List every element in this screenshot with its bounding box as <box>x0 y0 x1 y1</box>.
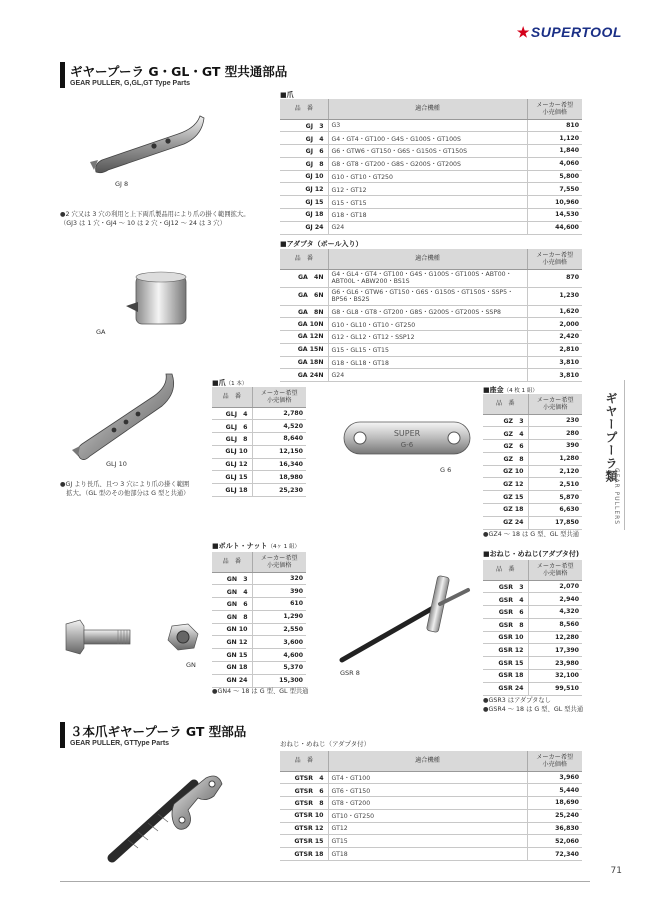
bolt-note: ●GN4 ～ 18 は G 型、GL 型共通 <box>212 688 309 695</box>
seat-image <box>342 418 472 460</box>
section-marker <box>60 722 65 748</box>
table-row <box>212 636 306 649</box>
compatible-models: GT6・GT150 <box>328 784 527 797</box>
retail-price: 390 <box>252 585 306 598</box>
table-row <box>483 504 582 517</box>
table-row <box>483 682 582 695</box>
part-code: GZ 8 <box>483 452 528 465</box>
table-row <box>280 848 582 861</box>
compatible-models: G24 <box>328 221 527 234</box>
adapter-caption: ■アダプタ（ボール入り） <box>280 240 363 248</box>
col-code: 品 番 <box>483 560 528 580</box>
table-row <box>212 623 306 636</box>
table-row <box>280 318 582 331</box>
retail-price: 5,870 <box>528 491 582 504</box>
retail-price: 14,530 <box>527 209 582 222</box>
table-row <box>483 657 582 670</box>
table-row <box>212 610 306 623</box>
retail-price: 3,810 <box>527 356 582 369</box>
col-code: 品 番 <box>280 249 328 269</box>
compatible-models: G8・GL8・GT8・GT200・G8S・G200S・GT200S・SSP8 <box>328 305 527 318</box>
col-code: 品 番 <box>212 552 252 572</box>
bolt-caption: ■ボルト・ナット（4ヶ 1 組） <box>212 542 300 550</box>
part-code: GJ 18 <box>280 209 328 222</box>
section-subtitle: GEAR PULLER, GTType Parts <box>70 740 170 747</box>
part-code: GTSR 15 <box>280 835 328 848</box>
part-code: GN 8 <box>212 610 252 623</box>
part-code: GZ 18 <box>483 504 528 517</box>
retail-price: 2,000 <box>527 318 582 331</box>
table-row <box>212 471 306 484</box>
retail-price: 7,550 <box>527 183 582 196</box>
compatible-models: G6・GTW6・GT150・G6S・G150S・GT150S <box>328 145 527 158</box>
table-row <box>483 452 582 465</box>
compatible-models: G24 <box>328 369 527 382</box>
part-code: GTSR 10 <box>280 809 328 822</box>
retail-price: 4,520 <box>252 420 306 433</box>
table-row <box>212 649 306 662</box>
part-code: GSR 6 <box>483 606 528 619</box>
table-row <box>280 269 582 287</box>
compatible-models: G15・GT15 <box>328 196 527 209</box>
side-subtitle: GEAR PULLERS <box>613 468 620 526</box>
col-models: 適合機種 <box>328 249 527 269</box>
part-code: GSR 3 <box>483 580 528 593</box>
retail-price: 32,100 <box>528 670 582 683</box>
claw-caption: ■爪 <box>280 91 294 99</box>
part-code: GLJ 8 <box>212 433 252 446</box>
table-row <box>280 356 582 369</box>
part-code: GN 4 <box>212 585 252 598</box>
part-code: GZ 10 <box>483 465 528 478</box>
compatible-models: G6・GL6・GTW6・GT150・G6S・G150S・GT150S・SSP5・ BP56・BS2S <box>328 287 527 305</box>
retail-price: 390 <box>528 440 582 453</box>
part-code: GN 15 <box>212 649 252 662</box>
part-code: GJ 10 <box>280 170 328 183</box>
claw-table <box>280 99 582 235</box>
retail-price: 99,510 <box>528 682 582 695</box>
retail-price: 280 <box>528 427 582 440</box>
table-row <box>280 305 582 318</box>
seat-table <box>483 394 582 530</box>
col-code: 品 番 <box>280 99 328 119</box>
part-code: GSR 12 <box>483 644 528 657</box>
gt-screw-image <box>98 762 228 868</box>
table-row <box>212 458 306 471</box>
gl-claw-caption: ■爪（1 本） <box>212 379 248 387</box>
table-row <box>212 484 306 497</box>
page-number: 71 <box>610 866 622 876</box>
retail-price: 1,120 <box>527 132 582 145</box>
table-row <box>212 598 306 611</box>
part-code: GA 12N <box>280 331 328 344</box>
retail-price: 870 <box>527 269 582 287</box>
part-code: GSR 10 <box>483 631 528 644</box>
part-code: GA 10N <box>280 318 328 331</box>
retail-price: 8,560 <box>528 618 582 631</box>
bolt-table <box>212 552 306 688</box>
seat-image-label: G 6 <box>440 466 452 474</box>
retail-price: 16,340 <box>252 458 306 471</box>
col-price: メーカー希望 小売価格 <box>527 751 582 771</box>
retail-price: 8,640 <box>252 433 306 446</box>
compatible-models: G15・GL15・GT15 <box>328 343 527 356</box>
table-row <box>212 407 306 420</box>
part-code: GA 6N <box>280 287 328 305</box>
part-code: GZ 3 <box>483 414 528 427</box>
part-code: GZ 6 <box>483 440 528 453</box>
table-row <box>483 618 582 631</box>
retail-price: 72,340 <box>527 848 582 861</box>
retail-price: 2,810 <box>527 343 582 356</box>
col-price: メーカー希望 小売価格 <box>527 99 582 119</box>
footer-line <box>60 881 590 882</box>
part-code: GA 18N <box>280 356 328 369</box>
table-row <box>483 593 582 606</box>
table-row <box>483 631 582 644</box>
retail-price: 18,690 <box>527 797 582 810</box>
compatible-models: GT15 <box>328 835 527 848</box>
gl-claw-image <box>70 372 180 464</box>
retail-price: 230 <box>528 414 582 427</box>
retail-price: 1,620 <box>527 305 582 318</box>
table-row <box>212 433 306 446</box>
col-price: メーカー希望 小売価格 <box>252 387 306 407</box>
retail-price: 18,980 <box>252 471 306 484</box>
compatible-models: GT18 <box>328 848 527 861</box>
retail-price: 2,120 <box>528 465 582 478</box>
retail-price: 2,510 <box>528 478 582 491</box>
part-code: GN 12 <box>212 636 252 649</box>
retail-price: 1,280 <box>528 452 582 465</box>
brand-logo: ★SUPERTOOL <box>516 24 622 40</box>
retail-price: 1,840 <box>527 145 582 158</box>
compatible-models: G10・GT10・GT250 <box>328 170 527 183</box>
retail-price: 4,320 <box>528 606 582 619</box>
table-row <box>280 145 582 158</box>
gt-screw-caption: おねじ・めねじ（アダプタ付） <box>280 740 371 748</box>
table-row <box>483 414 582 427</box>
table-row <box>483 478 582 491</box>
bolt-image <box>62 616 202 662</box>
part-code: GN 10 <box>212 623 252 636</box>
part-code: GLJ 18 <box>212 484 252 497</box>
side-divider <box>624 380 625 530</box>
col-models: 適合機種 <box>328 99 527 119</box>
table-row <box>212 445 306 458</box>
part-code: GLJ 6 <box>212 420 252 433</box>
part-code: GJ 4 <box>280 132 328 145</box>
retail-price: 17,390 <box>528 644 582 657</box>
retail-price: 4,600 <box>252 649 306 662</box>
retail-price: 6,630 <box>528 504 582 517</box>
compatible-models: G12・GT12 <box>328 183 527 196</box>
gt-screw-table <box>280 751 582 861</box>
adapter-image <box>120 268 200 332</box>
part-code: GLJ 4 <box>212 407 252 420</box>
side-title: ギヤープーラ類 <box>604 392 618 483</box>
part-code: GTSR 4 <box>280 771 328 784</box>
compatible-models: G4・GT4・GT100・G4S・G100S・GT100S <box>328 132 527 145</box>
part-code: GTSR 8 <box>280 797 328 810</box>
compatible-models: GT8・GT200 <box>328 797 527 810</box>
part-code: GN 3 <box>212 572 252 585</box>
star-icon: ★ <box>516 24 530 40</box>
part-code: GN 6 <box>212 598 252 611</box>
table-row <box>280 119 582 132</box>
table-row <box>212 572 306 585</box>
part-code: GA 24N <box>280 369 328 382</box>
retail-price: 5,370 <box>252 662 306 675</box>
retail-price: 810 <box>527 119 582 132</box>
seat-note: ●GZ4 ～ 18 は G 型、GL 型共通 <box>483 531 580 538</box>
table-row <box>280 331 582 344</box>
retail-price: 25,240 <box>527 809 582 822</box>
table-row <box>212 585 306 598</box>
claw-image-label: GJ 8 <box>115 180 129 188</box>
part-code: GTSR 18 <box>280 848 328 861</box>
plate-text-brand: SUPER <box>393 429 421 438</box>
retail-price: 12,150 <box>252 445 306 458</box>
part-code: GZ 12 <box>483 478 528 491</box>
table-row <box>280 343 582 356</box>
retail-price: 15,300 <box>252 674 306 687</box>
table-row <box>483 491 582 504</box>
table-row <box>280 221 582 234</box>
table-row <box>483 440 582 453</box>
part-code: GN 24 <box>212 674 252 687</box>
part-code: GJ 6 <box>280 145 328 158</box>
retail-price: 4,060 <box>527 157 582 170</box>
table-row <box>280 822 582 835</box>
col-code: 品 番 <box>280 751 328 771</box>
compatible-models: G18・GL18・GT18 <box>328 356 527 369</box>
table-row <box>483 427 582 440</box>
retail-price: 23,980 <box>528 657 582 670</box>
retail-price: 17,850 <box>528 516 582 529</box>
part-code: GA 8N <box>280 305 328 318</box>
part-code: GSR 18 <box>483 670 528 683</box>
retail-price: 2,070 <box>528 580 582 593</box>
table-row <box>483 670 582 683</box>
table-row <box>280 797 582 810</box>
compatible-models: G18・GT18 <box>328 209 527 222</box>
retail-price: 36,830 <box>527 822 582 835</box>
compatible-models: GT10・GT250 <box>328 809 527 822</box>
retail-price: 610 <box>252 598 306 611</box>
table-row <box>483 516 582 529</box>
screw-table <box>483 560 582 696</box>
table-row <box>280 809 582 822</box>
table-row <box>280 835 582 848</box>
col-code: 品 番 <box>483 394 528 414</box>
table-row <box>280 157 582 170</box>
section-title: ギヤープーラ G・GL・GT 型共通部品 <box>70 64 288 79</box>
table-row <box>212 662 306 675</box>
part-code: GLJ 10 <box>212 445 252 458</box>
table-row <box>280 170 582 183</box>
retail-price: 44,600 <box>527 221 582 234</box>
retail-price: 1,230 <box>527 287 582 305</box>
part-code: GSR 15 <box>483 657 528 670</box>
screw-image-label: GSR 8 <box>340 669 360 677</box>
retail-price: 25,230 <box>252 484 306 497</box>
table-row <box>280 287 582 305</box>
part-code: GZ 15 <box>483 491 528 504</box>
retail-price: 10,960 <box>527 196 582 209</box>
screw-caption: ■おねじ・めねじ(アダプタ付) <box>483 550 580 558</box>
table-row <box>212 420 306 433</box>
retail-price: 5,440 <box>527 784 582 797</box>
part-code: GZ 24 <box>483 516 528 529</box>
part-code: GJ 12 <box>280 183 328 196</box>
adapter-image-label: GA <box>96 328 106 336</box>
adapter-table <box>280 249 582 382</box>
screw-image <box>336 568 476 668</box>
table-row <box>280 771 582 784</box>
gl-claw-table <box>212 387 306 497</box>
part-code: GTSR 12 <box>280 822 328 835</box>
retail-price: 320 <box>252 572 306 585</box>
part-code: GSR 8 <box>483 618 528 631</box>
retail-price: 1,290 <box>252 610 306 623</box>
gl-claw-image-label: GLJ 10 <box>106 460 127 468</box>
part-code: GJ 15 <box>280 196 328 209</box>
table-row <box>280 369 582 382</box>
retail-price: 2,940 <box>528 593 582 606</box>
part-code: GZ 4 <box>483 427 528 440</box>
claw-note: ●2 穴又は 3 穴の利用と上下両爪製品用により爪の掛く範囲拡大。 （GJ3 は 1 穴・GJ4 ～ 10 は 2 穴・GJ12 ～ 24 は 3 穴） <box>60 211 250 227</box>
col-price: メーカー希望 小売価格 <box>528 394 582 414</box>
part-code: GTSR 6 <box>280 784 328 797</box>
screw-note: ●GSR3 はアダプタなし ●GSR4 ～ 18 は G 型、GL 型共通 <box>483 697 584 713</box>
retail-price: 2,420 <box>527 331 582 344</box>
part-code: GN 18 <box>212 662 252 675</box>
compatible-models: G4・GL4・GT4・GT100・G4S・G100S・GT100S・ABT00・ ABT00L・ABW200・BS1S <box>328 269 527 287</box>
table-row <box>483 580 582 593</box>
part-code: GSR 24 <box>483 682 528 695</box>
compatible-models: GT12 <box>328 822 527 835</box>
col-price: メーカー希望 小売価格 <box>527 249 582 269</box>
retail-price: 2,550 <box>252 623 306 636</box>
part-code: GJ 8 <box>280 157 328 170</box>
col-models: 適合機種 <box>328 751 527 771</box>
retail-price: 52,060 <box>527 835 582 848</box>
part-code: GA 15N <box>280 343 328 356</box>
seat-caption: ■座金（4 枚 1 組） <box>483 386 538 394</box>
retail-price: 3,810 <box>527 369 582 382</box>
compatible-models: G8・GT8・GT200・G8S・G200S・GT200S <box>328 157 527 170</box>
part-code: GLJ 15 <box>212 471 252 484</box>
part-code: GJ 24 <box>280 221 328 234</box>
table-row <box>280 196 582 209</box>
col-price: メーカー希望 小売価格 <box>528 560 582 580</box>
retail-price: 3,600 <box>252 636 306 649</box>
bolt-image-label: GN <box>186 661 196 669</box>
table-row <box>483 644 582 657</box>
plate-text-model: G-6 <box>400 441 414 449</box>
section-title: ３本爪ギヤープーラ GT 型部品 <box>70 724 247 739</box>
table-row <box>483 465 582 478</box>
compatible-models: G12・GL12・GT12・SSP12 <box>328 331 527 344</box>
table-row <box>483 606 582 619</box>
table-row <box>280 132 582 145</box>
retail-price: 12,280 <box>528 631 582 644</box>
table-row <box>280 209 582 222</box>
part-code: GJ 3 <box>280 119 328 132</box>
compatible-models: G10・GL10・GT10・GT250 <box>328 318 527 331</box>
part-code: GLJ 12 <box>212 458 252 471</box>
col-code: 品 番 <box>212 387 252 407</box>
table-row <box>212 674 306 687</box>
table-row <box>280 784 582 797</box>
claw-image <box>88 112 208 182</box>
section-subtitle: GEAR PULLER, G,GL,GT Type Parts <box>70 80 191 87</box>
compatible-models: GT4・GT100 <box>328 771 527 784</box>
retail-price: 5,800 <box>527 170 582 183</box>
col-price: メーカー希望 小売価格 <box>252 552 306 572</box>
retail-price: 2,780 <box>252 407 306 420</box>
retail-price: 3,960 <box>527 771 582 784</box>
section-marker <box>60 62 65 88</box>
part-code: GA 4N <box>280 269 328 287</box>
table-row <box>280 183 582 196</box>
part-code: GSR 4 <box>483 593 528 606</box>
compatible-models: G3 <box>328 119 527 132</box>
gl-claw-note: ●GJ より長爪、且つ 3 穴により爪の掛く範囲 拡大。（GL 型のその他部分は G 型と共通） <box>60 481 190 497</box>
